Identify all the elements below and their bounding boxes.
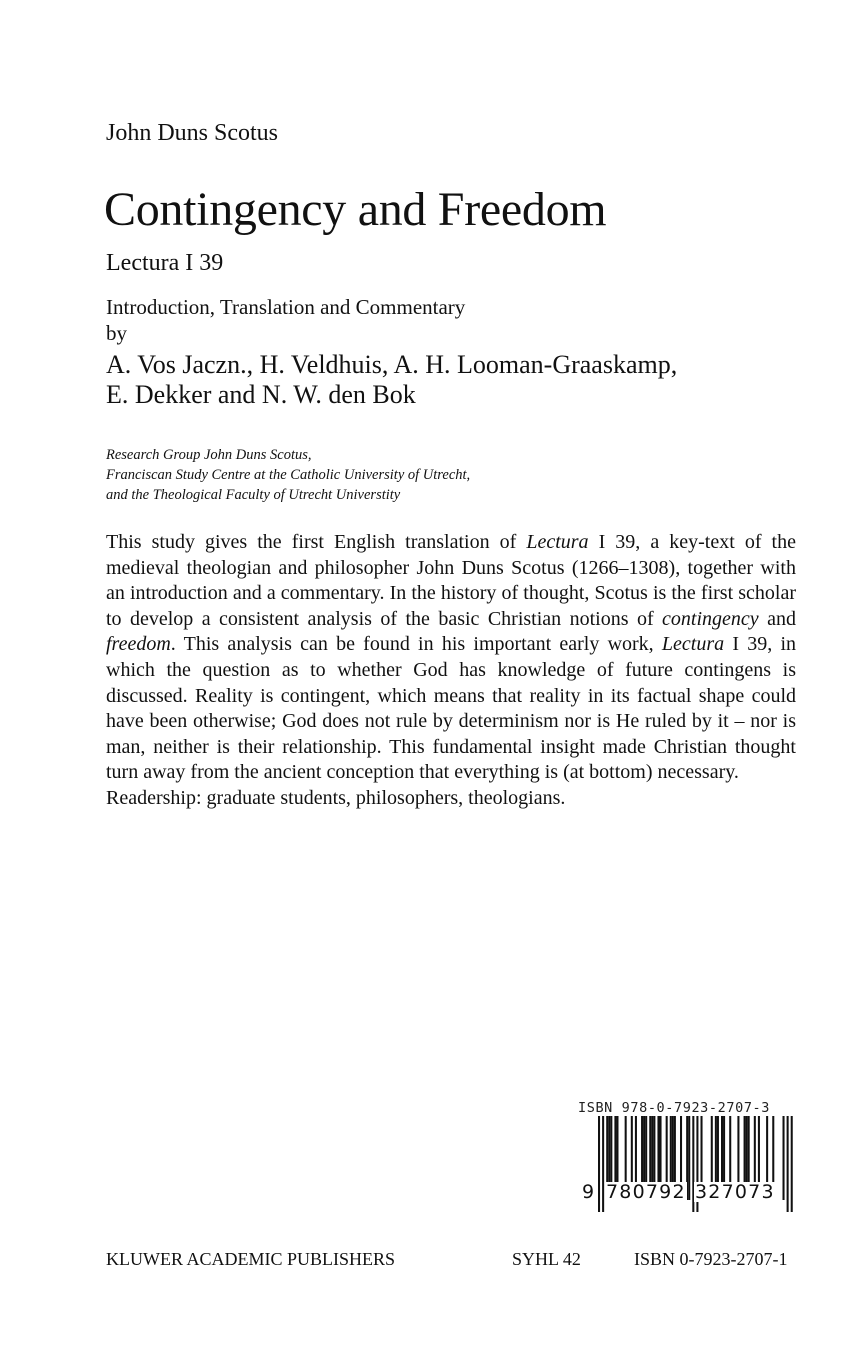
affiliation (106, 445, 470, 505)
book-author: John Duns Scotus (106, 120, 279, 146)
barcode-bar (602, 1116, 604, 1212)
barcode-bar (598, 1116, 600, 1212)
blurb (106, 530, 796, 812)
barcode-bar (783, 1116, 785, 1200)
barcode-digit-first: 9 (582, 1181, 595, 1203)
barcode (578, 1100, 800, 1220)
by-line: by (106, 321, 127, 345)
blurb-paragraph: This study gives the first English translation of Lectura I 39, a key-text of the medieval theologian and philosopher John Duns Scotus (1266–1308), together with an introduction and a commentary. In the history of thought, Scotus is the first scholar to develop a consistent analysis of the basic Christian notions of contingency and freedom. This analysis can be found in his important early work, Lectura I 39, in which the question as to whether God has knowledge of future contingens is discussed. Reality is contingent, which means that reality in its factual shape could have been otherwise; God does not rule by determinism nor is He ruled by it – nor is man, neither is their relationship. This fundamental insight made Christian thought turn away from the ancient conception that everything is (at bottom) necessary. (106, 531, 797, 784)
barcode-digits-right: 327073 (695, 1181, 775, 1203)
barcode-digits-left: 780792 (606, 1181, 686, 1203)
isbn: ISBN 0-7923-2707-1 (634, 1249, 788, 1269)
editors-line-1: A. Vos Jaczn., H. Veldhuis, A. H. Looman-Graaskamp, (106, 350, 678, 379)
affiliation-line-3: and the Theological Faculty of Utrecht Universtity (106, 487, 401, 503)
book-title: Contingency and Freedom (104, 183, 607, 236)
publisher: KLUWER ACADEMIC PUBLISHERS (106, 1249, 396, 1269)
barcode-bar (787, 1116, 789, 1212)
affiliation-line-2: Franciscan Study Centre at the Catholic University of Utrecht, (106, 467, 471, 483)
barcode-bars (578, 1116, 800, 1220)
editors (106, 350, 677, 410)
readership-line: Readership: graduate students, philosophers, theologians. (106, 786, 566, 809)
affiliation-line-1: Research Group John Duns Scotus, (106, 447, 312, 463)
barcode-isbn-label: ISBN 978-0-7923-2707-3 (578, 1100, 771, 1116)
series-number: SYHL 42 (512, 1249, 581, 1269)
editors-line-2: E. Dekker and N. W. den Bok (106, 380, 416, 409)
book-subtitle: Lectura I 39 (106, 250, 224, 276)
intro-line: Introduction, Translation and Commentary (106, 295, 466, 319)
barcode-bar (688, 1116, 690, 1200)
barcode-bar (791, 1116, 793, 1212)
